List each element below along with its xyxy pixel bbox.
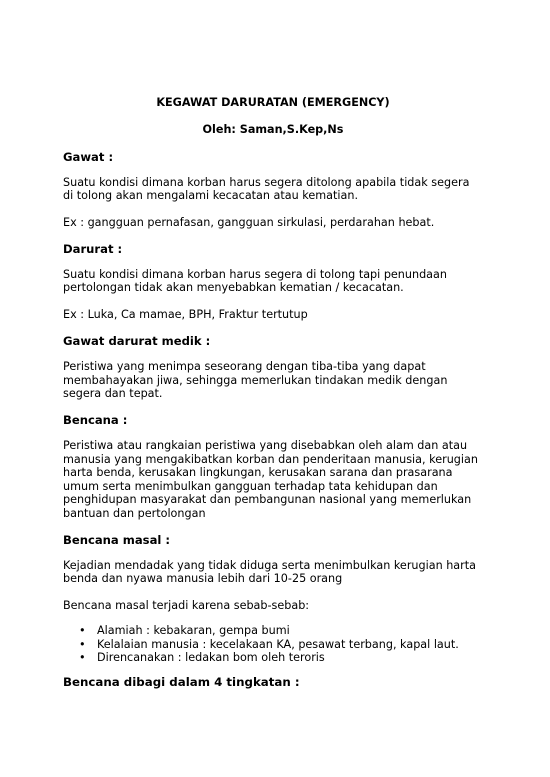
list-item: • Kelalaian manusia : kecelakaan KA, pesawat terbang, kapal laut. <box>97 638 483 651</box>
document-body <box>63 96 483 701</box>
document-author: Oleh: Saman,S.Kep,Ns <box>202 123 344 137</box>
example-gawat: Ex : gangguan pernafasan, gangguan sirkulasi, perdarahan hebat. <box>63 215 435 229</box>
list-item: • Alamiah : kebakaran, gempa bumi <box>97 624 483 637</box>
heading-tingkatan: Bencana dibagi dalam 4 tingkatan : <box>63 675 300 690</box>
definition-bencana: Peristiwa atau rangkaian peristiwa yang disebabkan oleh alam dan atau manusia yang mengakibatkan korban dan penderitaan manusia, kerugian harta benda, kerusakan lingkungan, kerusakan sarana dan prasarana umum serta menimbulkan gangguan terhadap tata kehidupan dan penghidupan masyarakat dan pembangunan nasional yang memerlukan bantuan dan pertolongan <box>63 439 478 520</box>
list-item: • Direncanakan : ledakan bom oleh teroris <box>97 651 483 664</box>
causes-intro: Bencana masal terjadi karena sebab-sebab: <box>63 598 310 612</box>
document-title: KEGAWAT DARURATAN (EMERGENCY) <box>156 96 390 109</box>
causes-list <box>63 624 483 664</box>
definition-darurat: Suatu kondisi dimana korban harus segera di tolong tapi penundaan pertolongan tidak akan menyebabkan kematian / kecacatan. <box>63 268 447 295</box>
example-darurat: Ex : Luka, Ca mamae, BPH, Fraktur tertutup <box>63 307 308 321</box>
definition-gawat-darurat-medik: Peristiwa yang menimpa seseorang dengan tiba-tiba yang dapat membahayakan jiwa, sehingga memerlukan tindakan medik dengan segera dan tepat. <box>63 360 448 401</box>
heading-bencana-masal: Bencana masal : <box>63 532 171 547</box>
heading-bencana: Bencana : <box>63 413 128 428</box>
definition-gawat: Suatu kondisi dimana korban harus segera ditolong apabila tidak segera di tolong akan mengalami kecacatan atau kematian. <box>63 175 470 203</box>
heading-gawat: Gawat : <box>63 149 114 164</box>
heading-darurat: Darurat : <box>63 242 123 257</box>
definition-bencana-masal: Kejadian mendadak yang tidak diduga serta menimbulkan kerugian harta benda dan nyawa manusia lebih dari 10-25 orang <box>63 558 477 586</box>
heading-gawat-darurat-medik: Gawat darurat medik : <box>63 334 211 349</box>
